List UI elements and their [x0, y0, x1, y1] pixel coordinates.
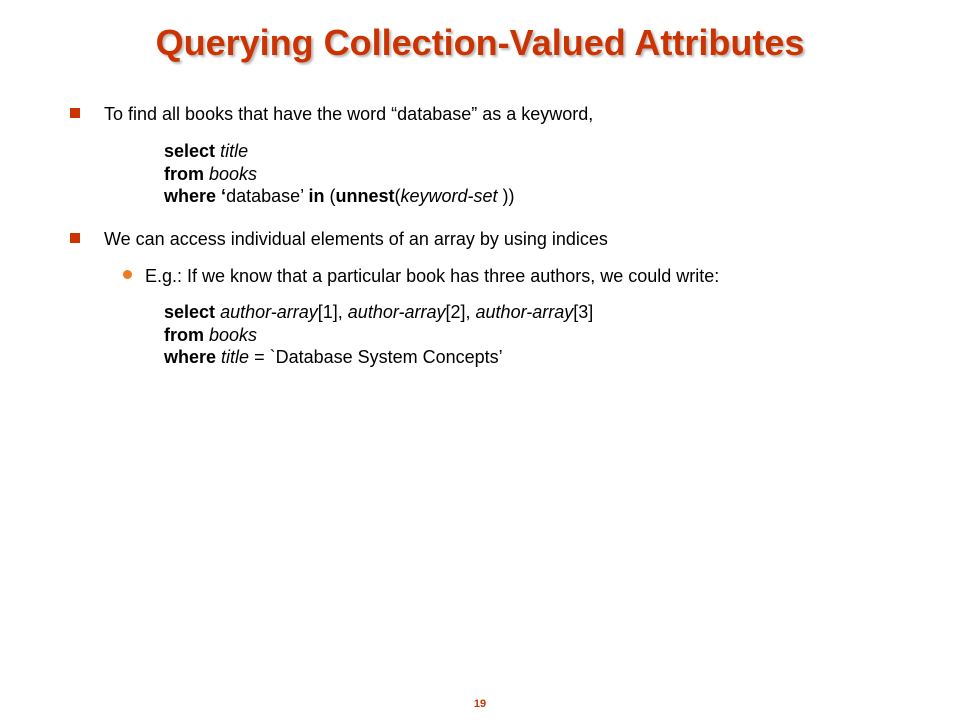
index-1: [1],: [317, 302, 348, 322]
literal-database: database’: [226, 186, 309, 206]
paren-open: (: [324, 186, 336, 206]
slide-title: Querying Collection-Valued Attributes: [155, 22, 805, 63]
query-2-from-line: [164, 324, 593, 347]
where-condition: = `Database System Concepts’: [249, 347, 503, 367]
bullet-2-text: We can access individual elements of an array by using indices: [104, 229, 608, 249]
open-quote: ‘: [221, 186, 227, 206]
from-relation: books: [209, 163, 258, 184]
unnest-argument: keyword-set: [400, 186, 498, 206]
from-keyword: from: [164, 324, 204, 345]
bullet-1-text: To find all books that have the word “database” as a keyword,: [104, 104, 594, 124]
page-number: 19: [473, 698, 487, 710]
select-attribute: title: [220, 141, 249, 161]
where-attribute: title: [221, 347, 250, 367]
array-attribute-2: author-array: [347, 302, 446, 322]
unnest-keyword: unnest: [335, 186, 395, 206]
index-3: [3]: [573, 302, 594, 322]
query-1-select-line: [164, 140, 515, 163]
array-attribute-3: author-array: [475, 302, 574, 322]
where-keyword: where: [164, 347, 217, 367]
index-2: [2],: [445, 302, 476, 322]
square-bullet-icon: [70, 108, 80, 118]
paren-close: )): [497, 186, 515, 206]
from-relation: books: [209, 324, 258, 345]
select-keyword: select: [164, 141, 216, 161]
where-keyword: where: [164, 186, 217, 206]
round-bullet-icon: [123, 270, 132, 279]
query-block-1: [164, 140, 515, 208]
array-attribute-1: author-array: [220, 302, 318, 322]
square-bullet-icon: [70, 233, 80, 243]
query-block-2: [164, 301, 593, 369]
query-2-select-line: [164, 301, 593, 324]
from-keyword: from: [164, 163, 204, 184]
select-keyword: select: [164, 302, 216, 322]
query-2-where-line: [164, 346, 593, 369]
in-keyword: in: [308, 186, 325, 206]
query-1-where-line: where ‘database’ in (unnest(keyword-set )): [164, 186, 515, 206]
sub-bullet-text: E.g.: If we know that a particular book has three authors, we could write:: [145, 266, 720, 286]
query-1-from-line: [164, 163, 515, 186]
